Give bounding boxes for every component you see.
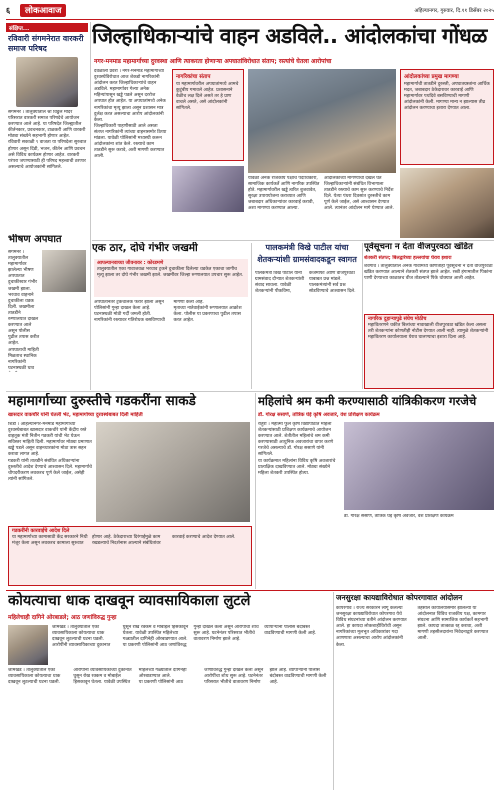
mid-rule-1 [251, 243, 252, 389]
lead-bottom-rule [92, 240, 494, 241]
brief-1-headline: रविवारी संगमनेरात वारकरी समाज परिषद [8, 34, 84, 53]
lead-col-1: देवळाली प्रवरा । नगर-मनमाड महामार्गाच्या दुरवस्थेविरोधात आज शेकडो नागरिकांनी आंदोलन करत जिल्हाधिकाऱ्यांचे वाहन अडविले. महामार्गावर गेल्या अनेक महिन्यांपासून खड्डे पडले असून दररोज अपघात होत आहेत. या अपघातांमध्ये अनेक नागरिकांचा मृत्यू झाला असून प्रशासन मात्र दुर्लक्ष करत असल्याचा आरोप आंदोलकांनी केला. जिल्हाधिकारी पाहणीसाठी आले असता संतप्त नागरिकांनी त्यांच्या वाहनासमोर ठिय्या मांडला. यावेळी पोलिसांनी मध्यस्थी करून आंदोलकांना शांत केले. रस्त्याचे काम तातडीने सुरू करावे, अशी मागणी करण्यात आली. [94, 69, 167, 160]
row3-photo-1 [96, 422, 250, 522]
mid-body-1: अपघातानंतर ट्रकचालक फरार झाला असून पोलिसांनी गुन्हा दाखल केला आहे. घटनास्थळी मोठी गर्दी जमली होती. नागरिकांनी रस्त्यावर गतिरोधक बसविण्याची मागणी केली आहे. मृताच्या नातेवाईकांनी रुग्णालयात आक्रोश केला. पोलीस या प्रकरणाचा पुढील तपास करत आहेत. [94, 300, 242, 324]
brief-2-photo [42, 250, 86, 292]
lead-side-text: महामार्गाची तातडीने दुरुस्ती, अपघातग्रस्तांना आर्थिक मदत, जबाबदार ठेकेदारावर कारवाई आणि महामार्गावर पथदिवे बसविण्याची मागणी आंदोलकांनी केली. मागण्या मान्य न झाल्यास तीव्र आंदोलन करण्याचा इशारा देण्यात आला. [404, 82, 490, 112]
row3-headline-2: महिलांचे श्रम कमी करण्यासाठी यांत्रिकीकरण गरजेचे [258, 394, 477, 408]
lead-photo-main [248, 69, 396, 173]
mid-box-3-label: नागरिक दुहाऱ्यापुढे संघेच मोठीच [368, 316, 427, 322]
lead-col-4: आंदोलकांच्या मागण्यांची दखल घेत जिल्हाधिकाऱ्यांनी संबंधित विभागाला तातडीने रस्त्याचे काम सुरू करण्याचे निर्देश दिले. येत्या पंधरा दिवसांत दुरुस्तीचे काम पूर्ण केले जाईल, असे आश्वासन देण्यात आले. त्यानंतर आंदोलन मागे घेण्यात आले. [324, 176, 394, 212]
brief-1-photo [16, 57, 78, 107]
mid-box [94, 259, 248, 297]
mid-box-3 [364, 314, 494, 389]
row3-box-label: गडकरींनी कारवाईचे आदेश दिले [12, 528, 70, 534]
row4-subhead-1: महिलेचाही दागिने ओरबाडले; आठ जणांविरुद्ध गुन्हा [8, 615, 117, 621]
lead-headline: जिल्हाधिकाऱ्यांचे वाहन अडविले.. आंदोलकांचा गोंधळ [92, 24, 487, 48]
row3-mid-rule [255, 393, 256, 589]
mid-box-label: आपल्यानवाच्या जीवनावर : कोरडमणे [97, 260, 164, 266]
masthead-logo: लोकआवाज [20, 4, 66, 17]
mid-body-3: शेवगाव । तालुक्यातील अनेक गावांमध्ये कोणतीही पूर्वसूचना न देता वीजपुरवठा खंडित करण्यात आल्याने शेतकरी संतप्त झाले आहेत. रब्बी हंगामातील पिकांना पाणी देण्याच्या काळातच वीज तोडल्याने पिके धोक्यात आली आहेत. [364, 264, 493, 282]
row4-photo-1 [8, 625, 48, 665]
brief-2-headline: भीषण अपघात [8, 234, 62, 245]
row4-body-2: कोपरगाव । राज्य सरकारने लागू केलेल्या जनसुरक्षा कायद्याविरोधात कोपरगाव येथे विविध संघटनांच्या वतीने आंदोलन करण्यात आले. हा कायदा लोकशाहीविरोधी असून नागरिकांच्या मूलभूत अधिकारांवर गदा आणणारा असल्याचा आरोप आंदोलकांनी केला. तहसील कार्यालयासमोर झालेल्या या आंदोलनात विविध राजकीय पक्ष, कामगार संघटना आणि सामाजिक कार्यकर्ते सहभागी झाले. कायदा तात्काळ रद्द करावा, अशी मागणी तहसीलदारांना निवेदनाद्वारे करण्यात आली. [336, 606, 489, 648]
page-number: ६ [6, 6, 11, 15]
row3-photo-2 [344, 422, 494, 510]
row4-body-1-top: जामखेड । तालुक्यातील एका व्यावसायिकाला कोयत्याचा धाक दाखवून लुटल्याची घटना घडली. आरोपींनी व्यावसायिकाच्या दुकानात घुसून रोख रक्कम व मोबाईल हिसकावून घेतला. यावेळी उपस्थित महिलेच्या गळ्यातील दागिनेही ओरबाडण्यात आले. या प्रकरणी पोलिसांनी आठ जणांविरुद्ध गुन्हा दाखल केला असून आरोपींचा शोध सुरू आहे. घटनेनंतर परिसरात भीतीचे वातावरण निर्माण झाले आहे. व्यापाऱ्यांनी पोलीस बंदोबस्त वाढविण्याची मागणी केली आहे. [52, 625, 317, 649]
row4-body-1: जामखेड । तालुक्यातील एका व्यावसायिकाला कोयत्याचा धाक दाखवून लुटल्याची घटना घडली. आरोपींनी व्यावसायिकाच्या दुकानात घुसून रोख रक्कम व मोबाईल हिसकावून घेतला. यावेळी उपस्थित महिलेच्या गळ्यातील दागिनेही ओरबाडण्यात आले. या प्रकरणी पोलिसांनी आठ जणांविरुद्ध गुन्हा दाखल केला असून आरोपींचा शोध सुरू आहे. घटनेनंतर परिसरात भीतीचे वातावरण निर्माण झाले आहे. व्यापाऱ्यांनी पोलीस बंदोबस्त वाढविण्याची मागणी केली आहे. [8, 668, 327, 686]
row3-subhead-1: खासदार वाकचौरे यांनी घेतली भेट, महामार्गाच्या दुरवस्थेबाबत दिली माहिती [8, 412, 143, 418]
mid-subhead-3: शेतकरी संतप्त; बिलद्वारेच्या हल्लयांचा घेराव इशारा [364, 256, 452, 261]
row3-box [8, 526, 252, 586]
row3-top-rule [6, 391, 494, 392]
row3-headline-1: महामार्गाच्या दुरुस्तीचे गडकरींना साकडे [8, 393, 196, 409]
row3-box-text: या महामार्गाच्या कामासाठी केंद्र सरकारने निधी मंजूर केला असून लवकरच कामाला सुरुवात होणार आहे. ठेकेदाराच्या दिरंगाईमुळे काम रखडल्याचे निदर्शनास आल्याने संबंधितांवर कारवाई करण्याचे आदेश देण्यात आले. [12, 535, 236, 547]
left-col-rule [90, 22, 91, 390]
row4-headline-1: कोयत्याचा धाक दाखवून व्यावसायिकाला लुटले [8, 593, 251, 609]
lead-quote-box [172, 69, 244, 161]
mid-rule-2 [362, 243, 363, 389]
row3-subhead-2: डॉ. गोरक्ष ससाणे, तांत्रिक घेई कृषि अवजारे, वंश प्रशिक्षण कार्यक्रम [258, 412, 380, 418]
lead-side-box [400, 69, 494, 165]
row4-mid-rule [333, 592, 334, 790]
row4-top-rule [6, 590, 494, 591]
lead-subhead: नगर-मनमाड महामार्गाच्या दुरवस्था आणि त्याकरता होणाऱ्या अपघातांविरोधात संताप; रस्त्यांचे घेतला आरोपांचा [94, 58, 332, 65]
brief-label: संक्षिप्त... [6, 23, 88, 32]
row4-headline-2: जनसुरक्षा कायद्याविरोधात कोपरगावात आंदोलन [336, 593, 463, 602]
brief-1-body: संगमनेर । तालुक्यातील श्री विठ्ठल मंदिर परिसरात वारकरी समाज परिषदेचे आयोजन करण्यात आले आहे. या परिषदेत जिल्ह्यातील कीर्तनकार, प्रवचनकार, टाळकरी आणि वारकरी मोठ्या संख्येने सहभागी होणार आहेत. रविवारी सकाळी ९ वाजता या परिषदेला सुरुवात होणार असून दिंडी, भजन, कीर्तन आणि प्रवचन असे विविध कार्यक्रम होणार आहेत. वारकरी परंपरा जपण्यासाठी ही परिषद महत्त्वाची ठरणार असल्याचे आयोजकांनी सांगितले. [8, 110, 87, 170]
brief-2-body: संगमनेर । तालुक्यातील महामार्गावर झालेल्या भीषण अपघातात दुचाकीस्वार गंभीर जखमी झाला. भरधाव वाहनाने दुचाकीला धडक दिली. जखमीला तातडीने रुग्णालयात दाखल करण्यात आले असून पोलीस पुढील तपास करीत आहेत. अपघाताची माहिती मिळताच स्थानिक नागरिकांनी घटनास्थळी धाव [8, 250, 40, 371]
lead-col-3: यावेळी अनेक राजकीय पक्षांचे पदाधिकारी, सामाजिक कार्यकर्ते आणि नागरिक उपस्थित होते. महामार्गावरील खड्डे त्वरित बुजवावेत, सुरक्षा उपाययोजना कराव्यात आणि जबाबदार अधिकाऱ्यांवर कारवाई करावी, अशा मागण्या करण्यात आल्या. [248, 176, 320, 212]
row3-body-2: राहुरी । महात्मा फुले कृषि विद्यापीठात महिला शेतकऱ्यांसाठी प्रशिक्षण कार्यक्रमाचे आयोजन करण्यात आले. शेतीतील महिलांचे श्रम कमी करण्यासाठी आधुनिक अवजारांचा वापर करणे गरजेचे असल्याचे डॉ. गोरक्ष ससाणे यांनी सांगितले. या कार्यक्रमात महिलांना विविध कृषि अवजारांचे प्रात्यक्षिक दाखविण्यात आले. मोठ्या संख्येने महिला शेतकरी उपस्थित होत्या. [258, 422, 336, 476]
mid-body-2: पालकमंत्री विखे पाटील यांनी ग्रामसंवाद दौऱ्यात शेतकऱ्यांशी संवाद साधला. यावेळी शेतकऱ्यांनी पीकविमा, कर्जमाफी आणि वीजपुरवठा याबाबत प्रश्न मांडले. पालकमंत्र्यांनी सर्व प्रश्न सोडविण्याचे आश्वासन दिले. [255, 271, 356, 295]
lead-side-label: आंदोलकांच्या प्रमुख मागण्या [404, 74, 459, 80]
mid-box-3-text: महावितरणने थकीत बिलांच्या नावाखाली वीजपुरवठा खंडित केला असला तरी शेतकऱ्यांना कोणतीही नोटीस देण्यात आली नाही. त्यामुळे शेतकऱ्यांनी महावितरण कार्यालयाला घेराव घालण्याचा इशारा दिला आहे. [368, 323, 489, 341]
page-header [6, 3, 494, 19]
row3-body-2b: डॉ. गोरक्ष ससाणे, तांत्रिक घेई कृषि अवजारे, वंश प्रशिक्षण कार्यक्रम [344, 514, 454, 519]
mid-headline-1: एक ठार, दोघे गंभीर जखमी [92, 242, 198, 254]
mid-headline-3: पूर्वसूचना न देता वीजपुरवठा खंडित [364, 242, 473, 252]
mid-headline-2: पालकमंत्री विखे पाटील यांचा शेतकऱ्यांशी ग्रामसंवादकडून स्वागत [257, 243, 357, 264]
lead-quote-text: या महामार्गावरील अपघातांमध्ये आमचे कुटुंबीय गमावले आहेत. प्रशासनाने वेळीच लक्ष दिले असते तर हे प्राण वाचले असते, असे आंदोलकांनी सांगितले. [176, 82, 239, 112]
lead-quote-label: नागरिकांचा संताप [176, 74, 211, 80]
row3-body-1: शिर्डी । अहिल्यानगर-मनमाड महामार्गाच्या दुरवस्थेबाबत खासदार वाकचौरे यांनी केंद्रीय रस्ते वाहतूक मंत्री नितीन गडकरी यांची भेट घेऊन सविस्तर माहिती दिली. महामार्गावर मोठ्या प्रमाणात खड्डे पडले असून वाहनधारकांना मोठा त्रास सहन करावा लागत आहे. गडकरी यांनी तातडीने संबंधित अधिकाऱ्यांना दुरुस्तीचे आदेश देण्याचे आश्वासन दिले. महामार्गाचे चौपदरीकरण लवकरच पूर्ण केले जाईल, असेही त्यांनी सांगितले. [8, 422, 92, 482]
dateline: अहिल्यानगर, गुरुवार, दि.११ डिसेंबर २०२५ [414, 8, 494, 14]
lead-photo-1 [172, 166, 244, 212]
lead-photo-2 [400, 168, 494, 238]
mid-box-text: तालुक्यातील एका गावाजवळ भरधाव ट्रकने दुचाकीला दिलेल्या धडकेत एकाचा जागीच मृत्यू झाला तर दोघे गंभीर जखमी झाले. जखमींवर जिल्हा रुग्णालयात उपचार सुरू आहेत. [97, 267, 244, 279]
